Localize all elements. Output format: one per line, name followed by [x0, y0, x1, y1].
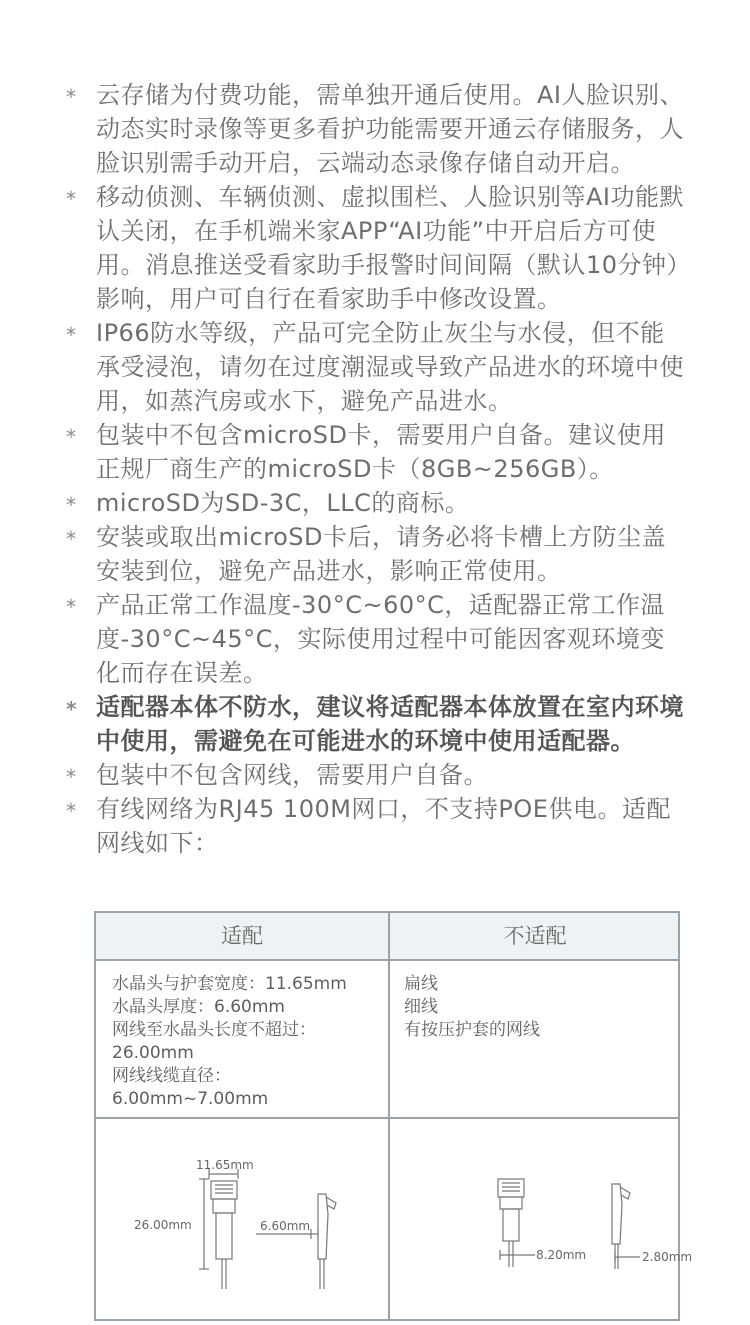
unfit-specs — [404, 973, 664, 1042]
fit-thickness-label: 6.60mm — [260, 1219, 311, 1233]
bullet-star: * — [66, 493, 77, 517]
unfit-connector-diagram — [390, 1119, 693, 1319]
note-item — [66, 520, 686, 588]
fit-spec-line: 6.00mm~7.00mm — [112, 1089, 269, 1109]
note-text: microSD为SD-3C，LLC的商标。 — [96, 489, 470, 517]
note-item — [66, 758, 686, 792]
note-text: IP66防水等级，产品可完全防止灰尘与水侵，但不能承受浸泡，请勿在过度潮湿或导致产品进水的环境中使用，如蒸汽房或水下，避免产品进水。 — [96, 319, 684, 415]
note-item — [66, 418, 686, 486]
note-text: 适配器本体不防水，建议将适配器本体放置在室内环境中使用，需避免在可能进水的环境中使用适配器。 — [96, 693, 684, 755]
fit-width-label: 11.65mm — [196, 1158, 254, 1172]
note-text: 产品正常工作温度-30°C~60°C，适配器正常工作温度-30°C~45°C，实际使用过程中可能因客观环境变化而存在误差。 — [96, 591, 665, 687]
fit-spec-line: 水晶头厚度：6.60mm — [112, 997, 285, 1017]
fit-specs — [112, 973, 382, 1111]
unfit-spec-line: 扁线 — [404, 974, 438, 994]
bullet-star: * — [66, 595, 77, 619]
unfit-thickness-label: 2.80mm — [642, 1250, 693, 1264]
fit-length-label: 26.00mm — [134, 1218, 192, 1232]
fit-spec-line: 水晶头与护套宽度：11.65mm — [112, 974, 347, 994]
cable-compat-table — [94, 911, 693, 1321]
note-item — [66, 792, 686, 860]
unfit-spec-line: 有按压护套的网线 — [404, 1020, 540, 1040]
fit-spec-line: 网线至水晶头长度不超过： — [112, 1020, 316, 1040]
bullet-star: * — [66, 527, 77, 551]
unfit-width-label: 8.20mm — [536, 1248, 587, 1262]
note-item — [66, 180, 686, 316]
fit-spec-line: 网线线缆直径： — [112, 1066, 231, 1086]
note-text: 包装中不包含microSD卡，需要用户自备。建议使用正规厂商生产的microSD卡（8GB~256GB）。 — [96, 421, 666, 483]
bullet-star: * — [66, 187, 77, 211]
notes-list — [66, 78, 686, 860]
fit-spec-line: 26.00mm — [112, 1043, 194, 1063]
bullet-star: * — [66, 425, 77, 449]
note-item — [66, 690, 686, 758]
bullet-star: * — [66, 799, 77, 823]
note-item — [66, 486, 686, 520]
note-text: 移动侦测、车辆侦测、虚拟围栏、人脸识别等AI功能默认关闭，在手机端米家APP“AI功能”中开启后方可使用。消息推送受看家助手报警时间间隔（默认10分钟）影响，用户可自行在看家助手中修改设置。 — [96, 183, 684, 313]
bullet-star: * — [66, 697, 77, 721]
header-fit: 适配 — [221, 924, 263, 948]
note-item — [66, 78, 686, 180]
bullet-star: * — [66, 765, 77, 789]
bullet-star: * — [66, 85, 77, 109]
header-unfit: 不适配 — [503, 924, 567, 948]
note-text: 包装中不包含网线，需要用户自备。 — [96, 761, 488, 789]
note-item — [66, 316, 686, 418]
fit-connector-diagram — [96, 1119, 386, 1319]
bullet-star: * — [66, 323, 77, 347]
note-text: 安装或取出microSD卡后，请务必将卡槽上方防尘盖安装到位，避免产品进水，影响正常使用。 — [96, 523, 666, 585]
unfit-spec-line: 细线 — [404, 997, 438, 1017]
note-item — [66, 588, 686, 690]
note-text: 云存储为付费功能，需单独开通后使用。AI人脸识别、动态实时录像等更多看护功能需要开通云存储服务，人脸识别需手动开启，云端动态录像存储自动开启。 — [96, 81, 684, 177]
note-text: 有线网络为RJ45 100M网口，不支持POE供电。适配网线如下： — [96, 795, 671, 857]
